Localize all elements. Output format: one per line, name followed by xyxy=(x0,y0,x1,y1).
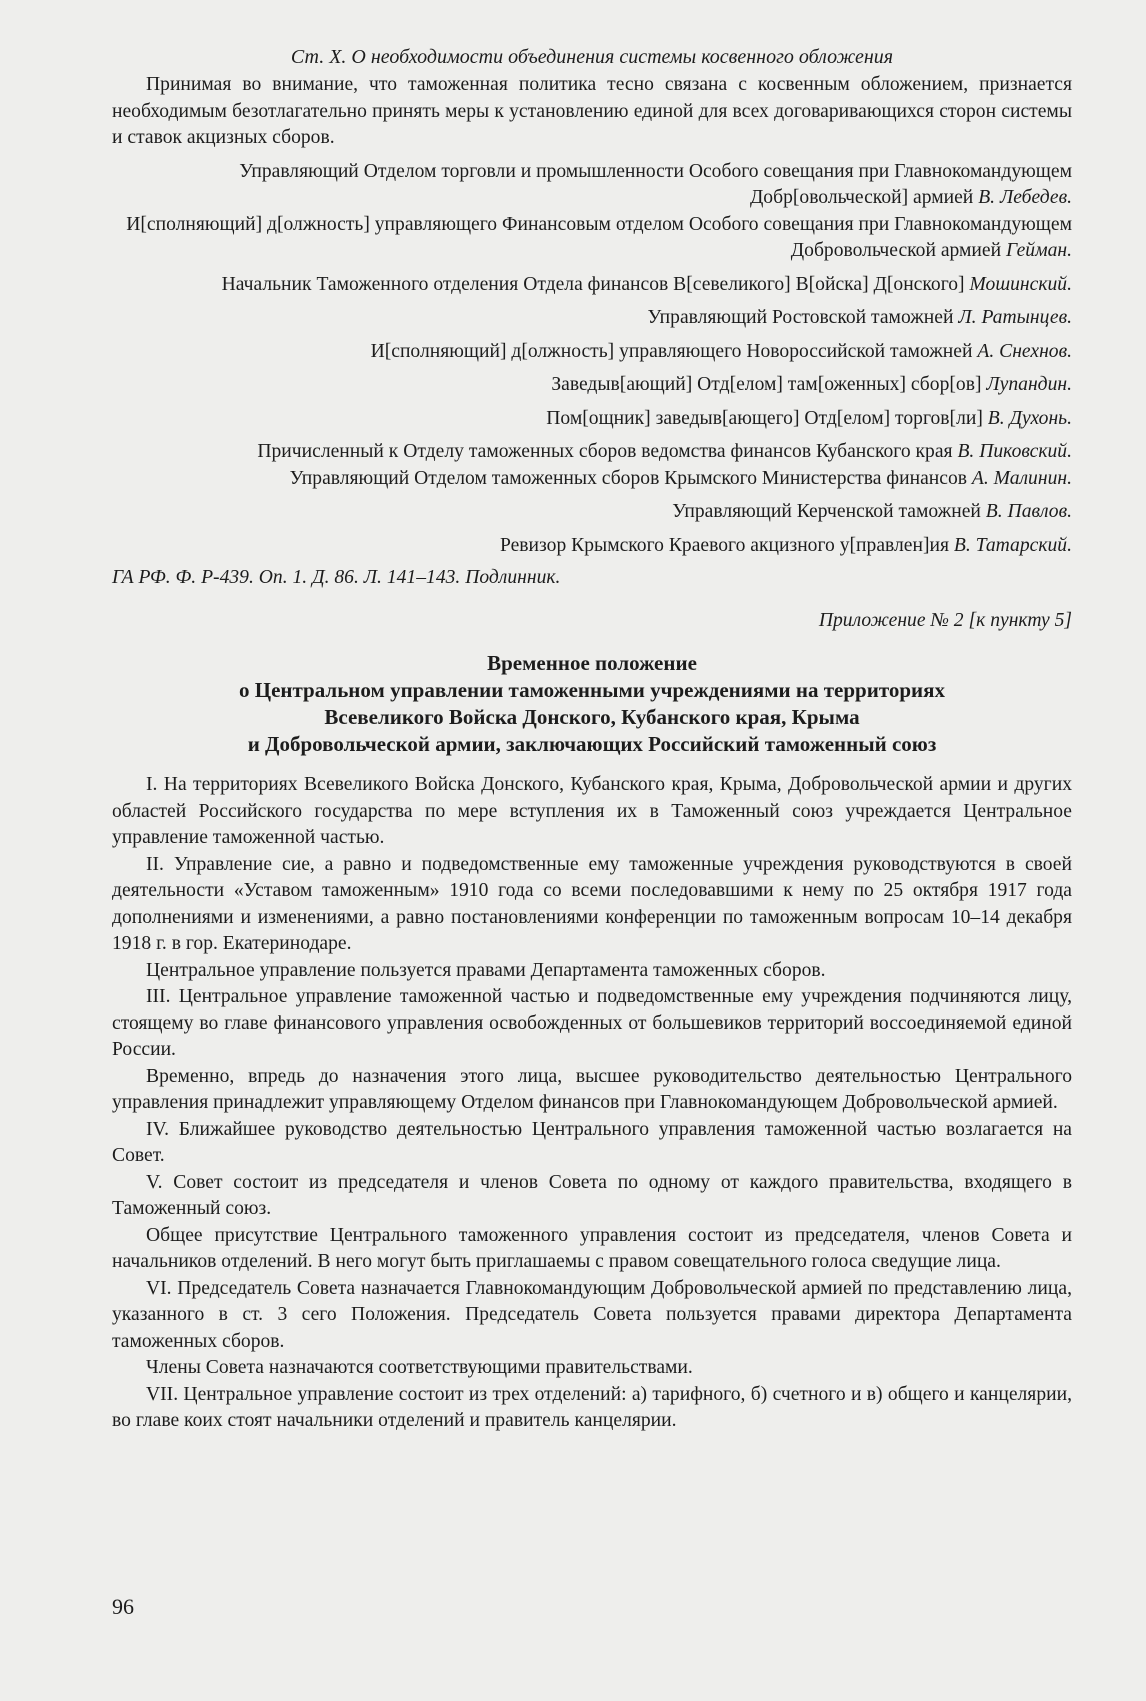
signatory-position: Заведыв[ающий] Отд[елом] там[оженных] сбор[ов] xyxy=(551,374,982,395)
appendix-label: Приложение № 2 [к пункту 5] xyxy=(818,609,1072,631)
running-head: Ст. X. О необходимости объединения системы косвенного обложения xyxy=(290,46,894,68)
title-line: и Добровольческой армии, заключающих Российский таможенный союз xyxy=(247,732,937,756)
section-paragraph: III. Центральное управление таможенной частью и подведомственные ему учреждения подчиняются лицу, стоящему во главе финансового управления освобожденных от большевиков территорий воссоединяемой единой России. xyxy=(112,986,1072,1060)
signatory-name: В. Павлов. xyxy=(985,501,1072,522)
signatory-name: В. Пиковский. xyxy=(957,441,1072,462)
signatory-position: Управляющий Керченской таможней xyxy=(672,501,981,522)
signatory xyxy=(112,212,1072,265)
signatory-name: В. Татарский. xyxy=(953,534,1072,556)
signatory-name: Лупандин. xyxy=(986,374,1072,395)
signatory-name: В. Духонь. xyxy=(987,407,1072,429)
signatory xyxy=(112,466,1072,493)
signatory xyxy=(112,499,1072,526)
title-line: Временное положение xyxy=(487,651,697,675)
signatory-position: Причисленный к Отделу таможенных сборов ведомства финансов Кубанского края xyxy=(257,441,953,462)
title-line: о Центральном управлении таможенными учреждениями на территориях xyxy=(238,678,946,702)
signatory-name: Л. Ратынцев. xyxy=(958,307,1072,328)
signatory-position: И[сполняющий] д[олжность] управляющего Новороссийской таможней xyxy=(370,340,973,362)
signatory-position: Управляющий Ростовской таможней xyxy=(647,307,954,328)
section-paragraph: VI. Председатель Совета назначается Главнокомандующим Добровольческой армией по представлению лица, указанного в ст. 3 сего Положения. Председатель Совета пользуется правами директора Департамента таможенных сборов. xyxy=(112,1277,1072,1352)
section-paragraph: Центральное управление пользуется правами Департамента таможенных сборов. xyxy=(146,959,826,981)
signatory xyxy=(112,305,1072,332)
signatory-name: А. Малинин. xyxy=(971,467,1072,489)
section-paragraph: Временно, впредь до назначения этого лица, высшее руководительство деятельностью Центрального управления принадлежит управляющему Отделом финансов при Главнокомандующем Добровольческой армией. xyxy=(112,1065,1072,1113)
signatory xyxy=(112,372,1072,399)
section-paragraph: IV. Ближайшее руководство деятельностью Центрального управления таможенной частью возлагается на Совет. xyxy=(112,1118,1072,1166)
section-paragraph: II. Управление сие, а равно и подведомственные ему таможенные учреждения руководствуются в своей деятельности «Уставом таможенным» 1910 года со всеми последовавшими к нему по 25 октября 1917 года дополнениями и изменениями, а равно постановлениями конференции по таможенным вопросам 10–14 декабря 1918 г. в гор. Екатеринодаре. xyxy=(112,853,1072,954)
signatory-position: Управляющий Отделом торговли и промышленности Особого совещания при Главнокомандующем Добр[овольческой] армией xyxy=(239,160,1072,208)
document-title xyxy=(112,650,1072,758)
page-content xyxy=(112,44,1072,1435)
signatory xyxy=(112,406,1072,433)
signatory-name: Гейман. xyxy=(1006,240,1072,261)
section-paragraph: V. Совет состоит из председателя и членов Совета по одному от каждого правительства, входящего в Таможенный союз. xyxy=(112,1171,1072,1219)
signatory xyxy=(112,339,1072,366)
signatory-position: Ревизор Крымского Краевого акцизного у[правлен]ия xyxy=(499,534,949,556)
page-number: 96 xyxy=(112,1594,134,1619)
signatories-block xyxy=(112,159,1072,560)
section-paragraph: Члены Совета назначаются соответствующими правительствами. xyxy=(146,1357,693,1378)
signatory-position: Пом[ощник] заведыв[ающего] Отд[елом] торгов[ли] xyxy=(546,407,983,429)
section-paragraph: VII. Центральное управление состоит из трех отделений: а) тарифного, б) счетного и в) общего и канцелярии, во главе коих стоят начальники отделений и правитель канцелярии. xyxy=(112,1383,1072,1431)
section-paragraph: I. На территориях Всевеликого Войска Донского, Кубанского края, Крыма, Добровольческой армии и других областей Российского государства по мере вступления их в Таможенный союз учреждается Центральное управление таможенной частью. xyxy=(112,774,1072,848)
signatory-position: Начальник Таможенного отделения Отдела финансов В[севеликого] В[ойска] Д[онского] xyxy=(221,273,965,295)
signatory xyxy=(112,439,1072,466)
signatory-name: А. Снехнов. xyxy=(977,340,1072,362)
title-line: Всевеликого Войска Донского, Кубанского края, Крыма xyxy=(324,705,860,729)
signatory-name: В. Лебедев. xyxy=(978,187,1072,208)
signatory xyxy=(112,272,1072,299)
archival-source: ГА РФ. Ф. Р-439. Оп. 1. Д. 86. Л. 141–143. Подлинник. xyxy=(112,567,561,588)
signatory-name: Мошинский. xyxy=(969,273,1072,295)
signatory-position: Управляющий Отделом таможенных сборов Крымского Министерства финансов xyxy=(289,467,967,489)
intro-paragraph: Принимая во внимание, что таможенная политика тесно связана с косвенным обложением, признается необходимым безотлагательно принять меры к установлению единой для всех договаривающихся сторон системы и ставок акцизных сборов. xyxy=(112,74,1072,148)
signatory xyxy=(112,159,1072,212)
section-paragraph: Общее присутствие Центрального таможенного управления состоит из председателя, членов Совета и начальников отделений. В него могут быть приглашаемы с правом совещательного голоса сведущие лица. xyxy=(112,1224,1072,1272)
signatory-position: И[сполняющий] д[олжность] управляющего Финансовым отделом Особого совещания при Главнокомандующем Добровольческой армией xyxy=(126,213,1072,261)
signatory xyxy=(112,533,1072,560)
